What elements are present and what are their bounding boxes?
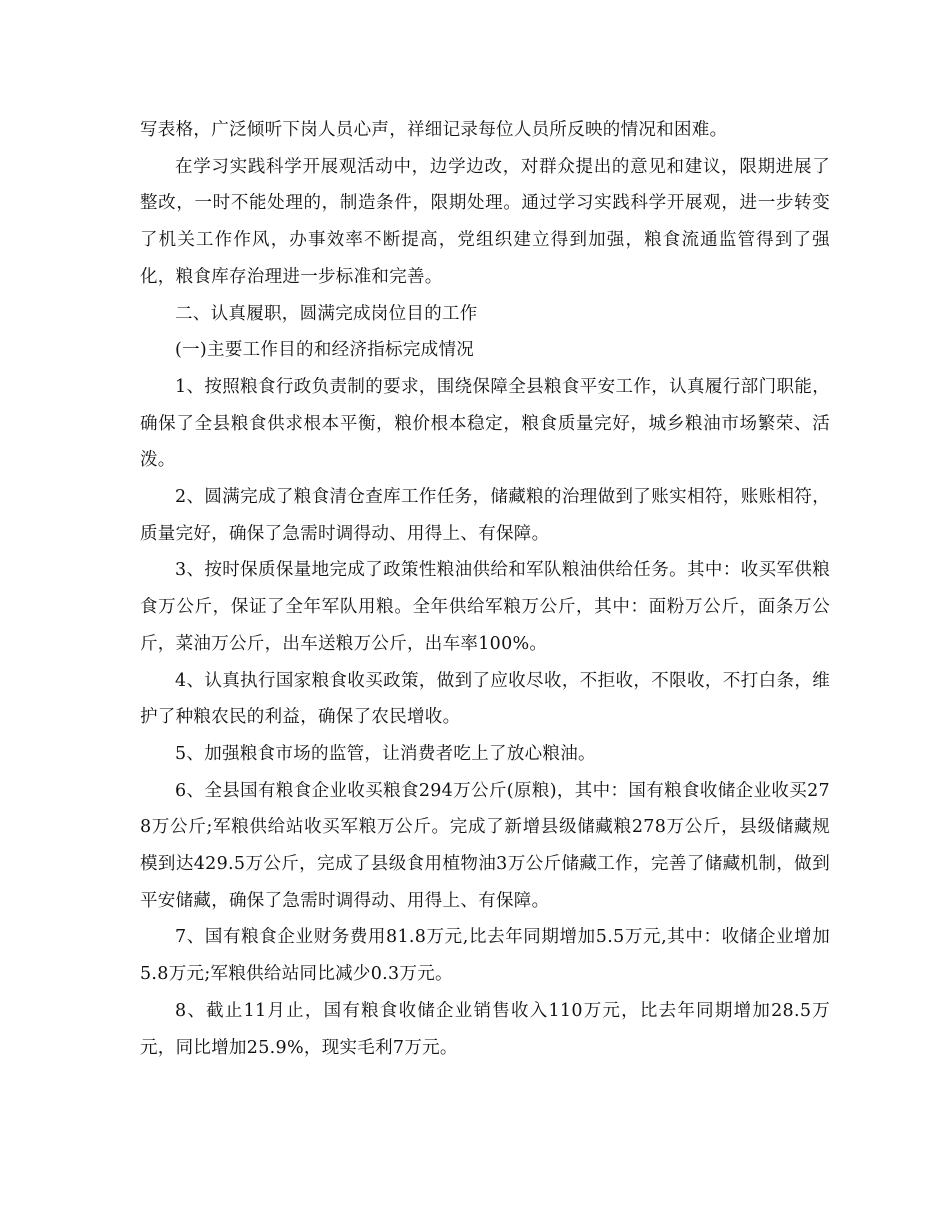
- list-item-2: 2、圆满完成了粮食清仓查库工作任务，储藏粮的治理做到了账实相符，账账相符，质量完好，确保了急需时调得动、用得上、有保障。: [140, 487, 830, 544]
- paragraph-study-practice: 在学习实践科学开展观活动中，边学边改，对群众提出的意见和建议，限期进展了整改，一时不能处理的，制造条件，限期处理。通过学习实践科学开展观，进一步转变了机关工作作风，办事效率不断提高，党组织建立得到加强，粮食流通监管得到了强化，粮食库存治理进一步标准和完善。: [140, 156, 830, 287]
- subsection-heading-1: (一)主要工作目的和经济指标完成情况: [175, 340, 475, 361]
- list-item-8: 8、截止11月止，国有粮食收储企业销售收入110万元，比去年同期增加28.5万元，同比增加25.9%，现实毛利7万元。: [140, 1000, 830, 1058]
- list-item-6: 6、全县国有粮食企业收买粮食294万公斤(原粮)，其中：国有粮食收储企业收买278万公斤;军粮供给站收买军粮万公斤。完成了新增县级储藏粮278万公斤，县级储藏规模到达429.5万公斤，完成了县级食用植物油3万公斤储藏工作，完善了储藏机制，做到平安储藏，确保了急需时调得动、用得上、有保障。: [140, 780, 830, 911]
- section-heading-2: 二、认真履职，圆满完成岗位目的工作: [175, 303, 478, 324]
- list-item-5: 5、加强粮食市场的监管，让消费者吃上了放心粮油。: [175, 743, 596, 764]
- list-item-3: 3、按时保质保量地完成了政策性粮油供给和军队粮油供给任务。其中：收买军供粮食万公斤，保证了全年军队用粮。全年供给军粮万公斤，其中：面粉万公斤，面条万公斤，菜油万公斤，出车送粮万公斤，出车率100%。: [140, 560, 830, 654]
- list-item-1: 1、按照粮食行政负责制的要求，围绕保障全县粮食平安工作，认真履行部门职能，确保了全县粮食供求根本平衡，粮价根本稳定，粮食质量完好，城乡粮油市场繁荣、活泼。: [140, 376, 830, 471]
- paragraph-continuation: 写表格，广泛倾听下岗人员心声，祥细记录每位人员所反映的情况和困难。: [140, 120, 728, 140]
- list-item-4: 4、认真执行国家粮食收买政策，做到了应收尽收，不拒收，不限收，不打白条，维护了种粮农民的利益，确保了农民增收。: [140, 670, 830, 728]
- list-item-7: 7、国有粮食企业财务费用81.8万元,比去年同期增加5.5万元,其中：收储企业增加5.8万元;军粮供给站同比减少0.3万元。: [140, 927, 830, 985]
- document-body: [140, 112, 830, 1066]
